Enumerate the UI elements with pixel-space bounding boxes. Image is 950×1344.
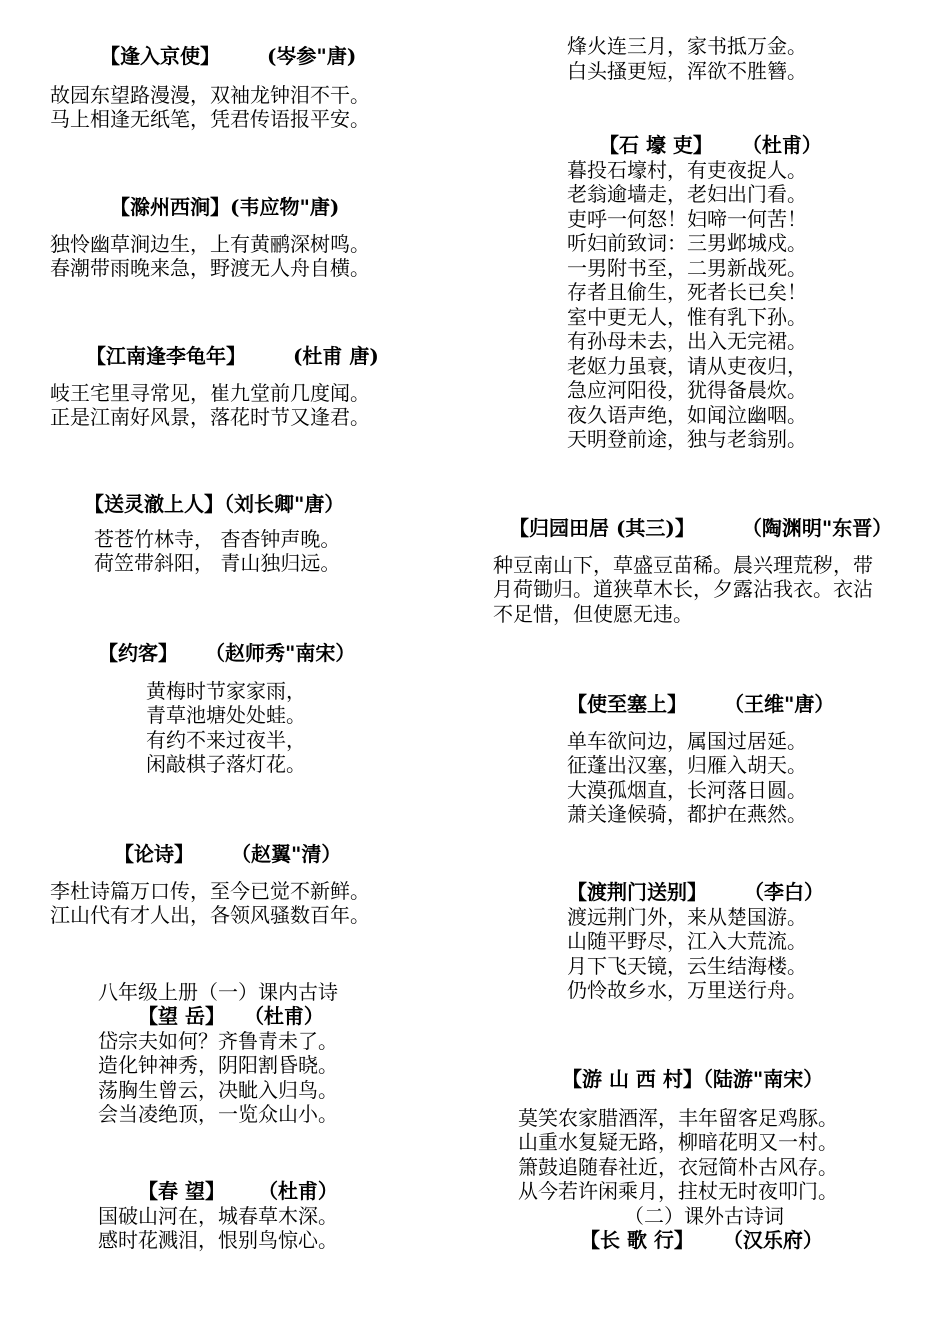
poem-lunshi — [50, 842, 370, 928]
poem-line: 有孙母未去，出入无完裙。 — [567, 329, 807, 353]
poem-author: （赵翼"清） — [230, 842, 342, 866]
section-heading: （二）课外古诗词 — [624, 1203, 784, 1228]
poem-shizhisaishang — [567, 692, 834, 827]
poem-title: 【逢入京使】 — [100, 44, 220, 68]
poem-title: 【归园田居 (其三)】 — [509, 516, 695, 540]
poem-author: （杜甫） — [257, 1179, 338, 1203]
poem-line: 会当凌绝顶，一览众山小。 — [98, 1102, 338, 1126]
poem-title: 【使至塞上】 — [567, 692, 687, 716]
poem-author: （李白） — [743, 880, 824, 904]
poem-fengrujingshi — [50, 44, 370, 132]
poem-dujingmensongbie — [567, 880, 824, 1003]
poem-line: 莫笑农家腊酒浑，丰年留客足鸡豚。 — [518, 1105, 838, 1130]
poem-line: 感时花溅泪，恨别鸟惊心。 — [98, 1228, 338, 1252]
poem-line: 李杜诗篇万口传，至今已觉不新鲜。 — [50, 878, 370, 903]
poem-jiangnanfengliguinian — [50, 344, 379, 430]
poem-author: (岑参"唐) — [266, 44, 357, 68]
poem-line: 天明登前途，独与老翁别。 — [567, 427, 807, 451]
poem-line: 苍苍竹林寺， 杳杳钟声晚。 — [94, 526, 341, 551]
poem-line: 渡远荆门外，来从楚国游。 — [567, 904, 807, 929]
poem-yueke — [50, 641, 355, 777]
poem-line: 荷笠带斜阳， 青山独归远。 — [94, 551, 341, 575]
poem-line: 江山代有才人出，各领风骚数百年。 — [50, 903, 370, 927]
poem-guiyuantianju — [493, 516, 892, 626]
poem-line: 山重水复疑无路，柳暗花明又一村。 — [518, 1130, 838, 1154]
poem-title: 【望 岳】 — [138, 1004, 225, 1028]
poem-line: 岱宗夫如何？齐鲁青未了。 — [98, 1028, 338, 1053]
poem-line: 月下飞天镜，云生结海楼。 — [567, 953, 807, 978]
poem-chunwang — [98, 1179, 338, 1253]
poem-author: （陶渊明"东晋） — [741, 516, 893, 540]
poem-line: 造化钟神秀，阴阳割昏晓。 — [98, 1053, 338, 1077]
poem-line: 荡胸生曾云，决眦入归鸟。 — [98, 1077, 338, 1102]
poem-title: 【送灵澈上人】（刘长卿"唐） — [84, 492, 345, 516]
poem-line: 听妇前致词：三男邺城戍。 — [567, 231, 807, 255]
poem-line: 室中更无人，惟有乳下孙。 — [567, 304, 807, 329]
poem-shihaoli — [567, 133, 822, 452]
poem-title: 【论诗】 — [114, 842, 194, 866]
poem-line: 山随平野尽，江入大荒流。 — [567, 929, 807, 953]
poem-title: 【滁州西涧】(韦应物"唐) — [110, 195, 340, 219]
poem-line: 箫鼓追随春社近，衣冠简朴古风存。 — [518, 1154, 838, 1179]
poem-chuzhouxijian — [50, 195, 370, 281]
poem-line: 国破山河在，城春草木深。 — [98, 1203, 338, 1228]
poem-line: 暮投石壕村，有吏夜捉人。 — [567, 157, 807, 182]
poem-author: （杜甫） — [741, 133, 822, 157]
poem-line: 单车欲问边，属国过居延。 — [567, 728, 807, 753]
poem-title: 【春 望】 — [138, 1179, 225, 1203]
section-heading: 八年级上册（一）课内古诗 — [98, 980, 338, 1004]
poem-line: 大漠孤烟直，长河落日圆。 — [567, 777, 807, 802]
poem-line: 仍怜故乡水，万里送行舟。 — [567, 978, 807, 1002]
poem-line: 存者且偷生，死者长已矣！ — [567, 280, 807, 304]
poem-line: 黄梅时节家家雨， — [146, 678, 306, 703]
poem-chunwang-continued — [567, 34, 807, 83]
poem-line: 征蓬出汉塞，归雁入胡天。 — [567, 753, 807, 777]
poem-title: 【渡荆门送别】 — [567, 880, 707, 904]
poem-line: 白头搔更短，浑欲不胜簪。 — [567, 58, 807, 83]
poem-author: （王维"唐） — [723, 692, 835, 716]
poem-title: 【长 歌 行】 — [580, 1228, 694, 1252]
poem-songlingcheshangren — [50, 492, 344, 576]
poem-line: 不足惜，但使愿无违。 — [493, 601, 693, 626]
poem-line: 马上相逢无纸笔，凭君传语报平安。 — [50, 107, 370, 131]
poem-line: 老翁逾墙走，老妇出门看。 — [567, 182, 807, 206]
poem-line: 故园东望路漫漫，双袖龙钟泪不干。 — [50, 82, 370, 107]
poem-line: 急应河阳役，犹得备晨炊。 — [567, 378, 807, 402]
poem-line: 吏呼一何怒！妇啼一何苦！ — [567, 206, 807, 231]
poem-wangyue — [98, 1004, 338, 1127]
poem-author: (杜甫 唐) — [292, 344, 379, 368]
poem-line: 一男附书至，二男新战死。 — [567, 255, 807, 280]
poem-line: 正是江南好风景，落花时节又逢君。 — [50, 405, 370, 429]
poem-author: （汉乐府） — [722, 1228, 823, 1252]
poem-line: 夜久语声绝，如闻泣幽咽。 — [567, 402, 807, 427]
poem-title: 【游 山 西 村】（陆游"南宋） — [562, 1067, 824, 1091]
poem-line: 月荷锄归。道狭草木长，夕露沾我衣。衣沾 — [493, 577, 873, 601]
poem-line: 种豆南山下，草盛豆苗稀。晨兴理荒秽，带 — [493, 552, 873, 577]
poem-youshanxicun — [518, 1067, 838, 1253]
poem-title: 【石 壕 吏】 — [599, 133, 713, 157]
poem-line: 闲敲棋子落灯花。 — [146, 752, 306, 776]
section-heading-grade8 — [98, 980, 338, 1005]
poem-line: 青草池塘处处蛙。 — [146, 703, 306, 727]
poem-title: 【约客】 — [98, 641, 178, 665]
poem-line: 有约不来过夜半， — [146, 727, 306, 752]
poem-line: 岐王宅里寻常见，崔九堂前几度闻。 — [50, 380, 370, 405]
poem-title: 【江南逢李龟年】 — [86, 344, 246, 368]
poem-author: （赵师秀"南宋） — [204, 641, 356, 665]
poem-line: 老妪力虽衰，请从吏夜归， — [567, 353, 807, 378]
poem-line: 从今若许闲乘月，拄杖无时夜叩门。 — [518, 1179, 838, 1203]
poem-line: 烽火连三月，家书抵万金。 — [567, 34, 807, 58]
poem-author: （杜甫） — [243, 1004, 324, 1028]
poem-line: 春潮带雨晚来急，野渡无人舟自横。 — [50, 256, 370, 280]
poem-line: 独怜幽草涧边生，上有黄鹂深树鸣。 — [50, 231, 370, 256]
poem-line: 萧关逢候骑，都护在燕然。 — [567, 802, 807, 826]
